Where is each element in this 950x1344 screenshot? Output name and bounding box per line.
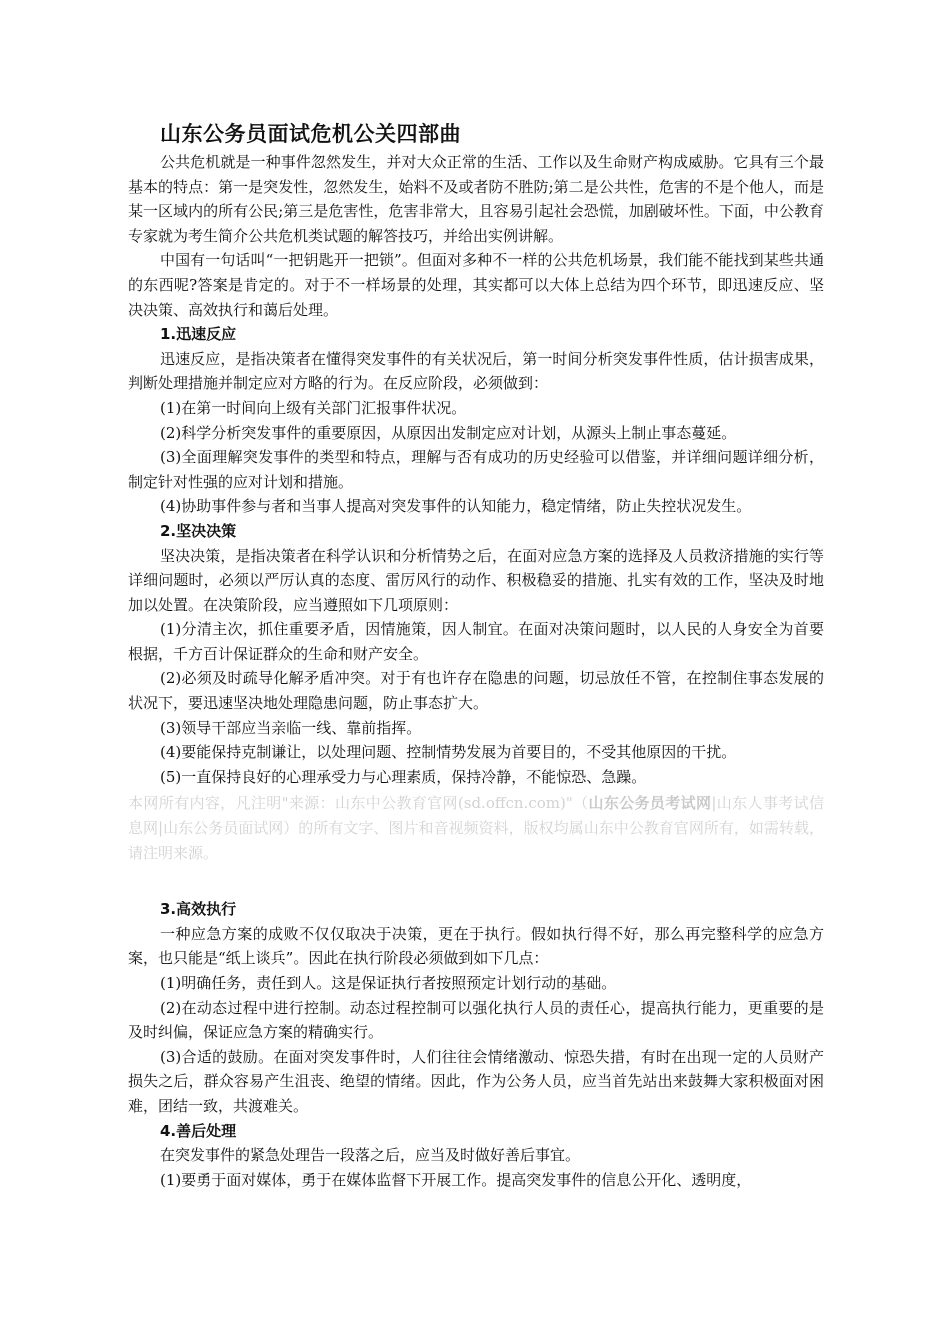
list-item: (2)必须及时疏导化解矛盾冲突。对于有也许存在隐患的问题，切忌放任不管，在控制住事态发展的状况下，要迅速坚决地处理隐患问题，防止事态扩大。 bbox=[128, 669, 824, 713]
section-heading: 3.高效执行 bbox=[160, 900, 237, 919]
section-lead: 一种应急方案的成败不仅仅取决于决策，更在于执行。假如执行得不好，那么再完整科学的应急方案，也只能是“纸上谈兵”。因此在执行阶段必须做到如下几点： bbox=[128, 924, 824, 968]
list-item: (1)分清主次，抓住重要矛盾，因情施策，因人制宜。在面对决策问题时，以人民的人身安全为首要根据，千方百计保证群众的生命和财产安全。 bbox=[128, 620, 824, 663]
copyright-watermark bbox=[128, 791, 824, 865]
intro-paragraph: 中国有一句话叫“一把钥匙开一把锁”。但面对多种不一样的公共危机场景，我们能不能找到某些共通的东西呢?答案是肯定的。对于不一样场景的处理，其实都可以大体上总结为四个环节，即迅速反应、坚决决策、高效执行和蔼后处理。 bbox=[128, 251, 824, 319]
document-body bbox=[128, 150, 824, 1192]
list-item: (4)要能保持克制谦让，以处理问题、控制情势发展为首要目的，不受其他原因的干扰。 bbox=[160, 743, 737, 762]
list-item: (1)明确任务，责任到人。这是保证执行者按照预定计划行动的基础。 bbox=[160, 974, 617, 992]
watermark-text: 本网所有内容，凡注明"来源：山东中公教育官网(sd.offcn.com)"（ bbox=[128, 794, 589, 813]
list-item: (3)全面理解突发事件的类型和特点，理解与否有成功的历史经验可以借鉴，并详细问题详细分析，制定针对性强的应对计划和措施。 bbox=[128, 448, 824, 491]
page-title: 山东公务员面试危机公关四部曲 bbox=[160, 122, 461, 146]
section-heading: 4.善后处理 bbox=[160, 1121, 237, 1140]
spacer bbox=[128, 865, 824, 897]
list-item: (4)协助事件参与者和当事人提高对突发事件的认知能力，稳定情绪，防止失控状况发生。 bbox=[160, 497, 752, 516]
section-lead: 坚决决策，是指决策者在科学认识和分析情势之后，在面对应急方案的选择及人员救济措施的实行等详细问题时，必须以严厉认真的态度、雷厉风行的动作、积极稳妥的措施、扎实有效的工作，坚决及时地加以处置。在决策阶段，应当遵照如下几项原则： bbox=[128, 546, 824, 614]
list-item: (1)在第一时间向上级有关部门汇报事件状况。 bbox=[160, 398, 467, 417]
section-heading: 1.迅速反应 bbox=[160, 325, 237, 344]
intro-paragraph: 公共危机就是一种事件忽然发生，并对大众正常的生活、工作以及生命财产构成威胁。它具有三个最基本的特点：第一是突发性，忽然发生，始料不及或者防不胜防;第二是公共性，危害的不是个他人，而是某一区域内的所有公民;第三是危害性，危害非常大，且容易引起社会恐慌，加剧破坏性。下面，中公教育专家就为考生简介公共危机类试题的解答技巧，并给出实例讲解。 bbox=[128, 153, 824, 245]
list-item: (2)科学分析突发事件的重要原因，从原因出发制定应对计划，从源头上制止事态蔓延。 bbox=[160, 423, 737, 442]
list-item: (2)在动态过程中进行控制。动态过程控制可以强化执行人员的责任心，提高执行能力，更重要的是及时纠偏，保证应急方案的精确实行。 bbox=[128, 998, 824, 1042]
section-lead: 在突发事件的紧急处理告一段落之后，应当及时做好善后事宜。 bbox=[160, 1146, 581, 1165]
list-item: (3)领导干部应当亲临一线、靠前指挥。 bbox=[160, 718, 422, 737]
watermark-site-name: 山东公务员考试网 bbox=[588, 794, 712, 813]
watermark-text: |山东人事考试信息网|山东公务员面试网）的所有文字、图片和音视频资料，版权均属山东中公教育官网所有，如需转载，请注明来源。 bbox=[128, 794, 824, 862]
list-item: (5)一直保持良好的心理承受力与心理素质，保持冷静，不能惊恐、急躁。 bbox=[160, 767, 647, 786]
section-lead: 迅速反应，是指决策者在懂得突发事件的有关状况后，第一时间分析突发事件性质，估计损害成果，判断处理措施并制定应对方略的行为。在反应阶段，必须做到： bbox=[128, 349, 824, 393]
section-heading: 2.坚决决策 bbox=[160, 521, 237, 540]
list-item: (3)合适的鼓励。在面对突发事件时，人们往往会情绪激动、惊恐失措，有时在出现一定的人员财产损失之后，群众容易产生沮丧、绝望的情绪。因此，作为公务人员，应当首先站出来鼓舞大家积极面对困难，团结一致，共渡难关。 bbox=[128, 1047, 824, 1115]
list-item: (1)要勇于面对媒体，勇于在媒体监督下开展工作。提高突发事件的信息公开化、透明度， bbox=[160, 1170, 752, 1189]
